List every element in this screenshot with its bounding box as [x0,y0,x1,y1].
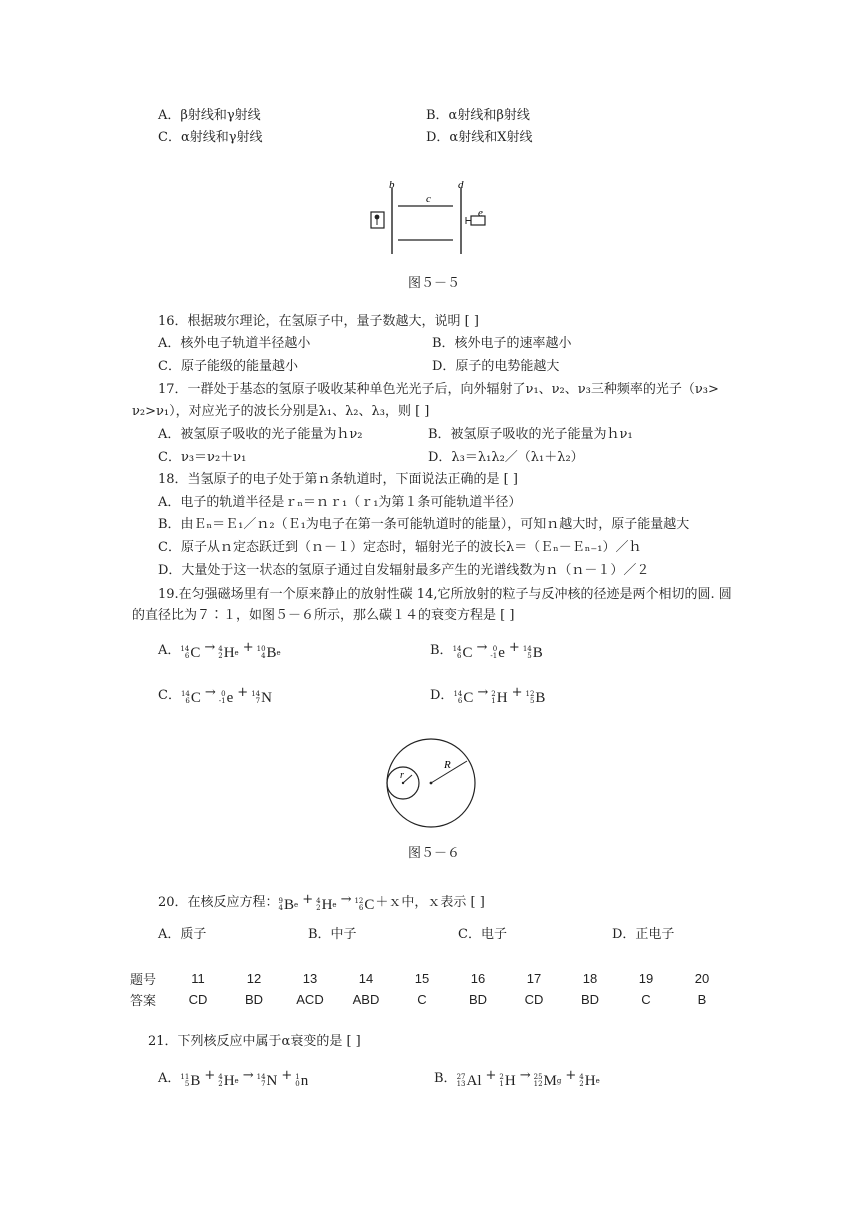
q18-option-d: D．大量处于这一状态的氢原子通过自发辐射最多产生的光谱线数为ｎ（ｎ－１）／２ [158,563,650,578]
q19-stem-line1: 19.在匀强磁场里有一个原来静止的放射性碳 14,它所放射的粒子与反冲核的径迹是两个相切的圆. 圆 [158,587,732,602]
fig55-label-b: b [389,179,395,191]
q16-option-b: B．核外电子的速率越小 [432,336,572,351]
answer-table-row-numbers [130,968,730,989]
answer-key: BD [580,992,600,1007]
fig56-label-r: r [400,770,404,781]
q20-prefix: 20．在核反应方程： [158,895,279,910]
answer-table [130,968,730,1010]
q16-stem: 16．根据玻尔理论，在氢原子中，量子数越大，说明 [ ] [158,314,479,329]
q19-option-d [430,685,546,706]
nuclide: 4 2 H e [316,897,337,913]
fig55-label-d: d [458,179,464,191]
q17-stem-line1: 17．一群处于基态的氢原子吸收某种单色光光子后，向外辐射了ν₁、ν₂、ν₃三种频率的光子（ν₃> [158,382,719,397]
answer-key: ACD [296,992,324,1007]
equation-operator: + [565,1068,577,1083]
q20-equation [279,892,376,913]
answer-key: BD [468,992,488,1007]
answer-number: 12 [246,971,262,986]
nuclide: 14 7 N [256,1073,278,1089]
nuclide: 14 6 C [180,645,201,661]
answer-key: CD [188,992,208,1007]
equation-operator: + [281,1068,293,1083]
q21-prefix-b: B． [434,1071,457,1086]
nuclide: 4 2 H e [218,1073,239,1089]
q19-equation-a [180,640,281,661]
q15-option-b: B．α射线和β射线 [426,108,530,123]
equation-operator: + [508,640,520,655]
answer-key: ABD [352,992,380,1007]
nuclide: 0 -1 e [218,690,234,706]
nuclide: 25 12 M g [533,1073,562,1089]
answer-number: 15 [414,971,430,986]
q16-option-a: A．核外电子轨道半径越小 [158,336,311,351]
nuclide: 12 5 B [525,690,546,706]
figure-5-6 [384,736,478,830]
equation-operator: → [204,640,216,655]
q15-option-a: A．β射线和γ射线 [158,108,261,123]
fig55-caption: 图５－５ [408,276,461,291]
source-dot [375,215,380,220]
answer-number: 19 [638,971,654,986]
q17-option-a: A．被氢原子吸收的光子能量为ｈν₂ [158,427,363,442]
q18-option-b: B．由Ｅₙ＝Ｅ₁／ｎ₂（Ｅ₁为电子在第一条可能轨道时的能量），可知ｎ越大时，原子能量越大 [158,517,690,532]
answer-key: B [697,992,707,1007]
fig55-label-c: c [426,193,431,205]
nuclide: 0 -1 e [490,645,505,661]
nuclide: 12 6 C [354,897,375,913]
nuclide: 27 13 Al [456,1073,482,1089]
answer-key: C [417,992,427,1007]
q21-option-b [434,1068,601,1089]
equation-operator: + [237,685,249,700]
nuclide: 9 4 B e [278,897,299,913]
nuclide: 14 6 C [180,690,201,706]
q20-option-b: B．中子 [308,927,357,942]
equation-operator: + [242,640,254,655]
answer-number: 11 [191,971,205,986]
q17-option-d: D．λ₃＝λ₁λ₂／（λ₁＋λ₂） [428,450,584,465]
nuclide: 2 1 H [499,1073,516,1089]
nuclide: 14 5 B [522,645,543,661]
answer-key: CD [524,992,544,1007]
q19-prefix-a: A． [158,643,181,658]
q18-option-a: A．电子的轨道半径是ｒₙ＝ｎｒ₁（ｒ₁为第１条可能轨道半径） [158,495,522,510]
q19-equation-b [453,640,544,661]
q21-equation-b [457,1068,601,1089]
equation-operator: → [519,1068,531,1083]
nuclide: 14 6 C [453,690,474,706]
equation-operator: + [204,1068,216,1083]
answer-key: C [641,992,651,1007]
fig56-caption: 图５－６ [408,846,461,861]
equation-operator: + [302,892,314,907]
q19-option-b [430,640,544,661]
q21-prefix-a: A． [158,1071,181,1086]
nuclide: 10 4 B e [256,645,281,661]
nuclide: 4 2 H e [218,645,239,661]
answer-header-number: 题号 [130,973,157,988]
q19-equation-d [453,685,546,706]
nuclide: 4 2 H e [579,1073,600,1089]
equation-operator: + [485,1068,497,1083]
answer-number: 18 [582,971,598,986]
q17-option-c: C．ν₃＝ν₂＋ν₁ [158,450,247,465]
q20-option-a: A．质子 [158,927,207,942]
answer-number: 13 [302,971,318,986]
equation-operator: → [204,685,216,700]
answer-key: BD [244,992,264,1007]
q20-suffix: ＋ｘ中，ｘ表示 [ ] [375,895,485,910]
answer-number: 20 [694,971,710,986]
answer-header-key: 答案 [130,994,157,1009]
q20-option-d: D．正电子 [612,927,675,942]
q17-option-b: B．被氢原子吸收的光子能量为ｈν₁ [428,427,633,442]
q15-option-d: D．α射线和X射线 [426,130,533,145]
q21-stem: 21．下列核反应中属于α衰变的是 [ ] [148,1034,361,1049]
answer-number: 14 [358,971,374,986]
answer-number: 17 [526,971,542,986]
q19-prefix-d: D． [430,688,454,703]
equation-operator: → [242,1068,254,1083]
q19-equation-c [181,685,273,706]
nuclide: 14 7 N [251,690,272,706]
q19-option-a [158,640,282,661]
q18-option-c: C．原子从ｎ定态跃迁到（ｎ－１）定态时，辐射光子的波长λ＝（Ｅₙ－Ｅₙ₋₁）／ｈ [158,540,642,555]
equation-operator: + [511,685,523,700]
radius-r-line [403,775,412,783]
answer-number: 16 [470,971,486,986]
q15-option-c: C．α射线和γ射线 [158,130,263,145]
fig56-label-R: R [444,759,451,771]
q20-stem [158,892,485,913]
q19-prefix-c: C． [158,688,181,703]
equation-operator: → [476,640,488,655]
nuclide: 11 5 B [180,1073,201,1089]
q21-option-a [158,1068,309,1089]
q16-option-d: D．原子的电势能越大 [432,359,560,374]
q17-stem-line2: ν₂>ν₁），对应光子的波长分别是λ₁、λ₂、λ₃，则 [ ] [132,404,430,419]
equation-operator: → [477,685,489,700]
equation-operator: → [340,892,352,907]
q19-prefix-b: B． [430,643,453,658]
q16-option-c: C．原子能级的能量越小 [158,359,298,374]
q19-stem-line2: 的直径比为７∶１，如图５－６所示，那么碳１４的衰变方程是 [ ] [132,608,515,623]
q21-equation-a [180,1068,309,1089]
nuclide: 14 6 C [452,645,473,661]
fig55-label-e: e [478,207,483,219]
q18-stem: 18．当氢原子的电子处于第ｎ条轨道时，下面说法正确的是 [ ] [158,472,518,487]
nuclide: 2 1 H [491,690,508,706]
q19-option-c [158,685,273,706]
q20-option-c: C．电子 [458,927,507,942]
nuclide: 1 0 n [295,1073,309,1089]
figure-5-5 [360,174,500,260]
answer-table-row-keys [130,989,730,1010]
